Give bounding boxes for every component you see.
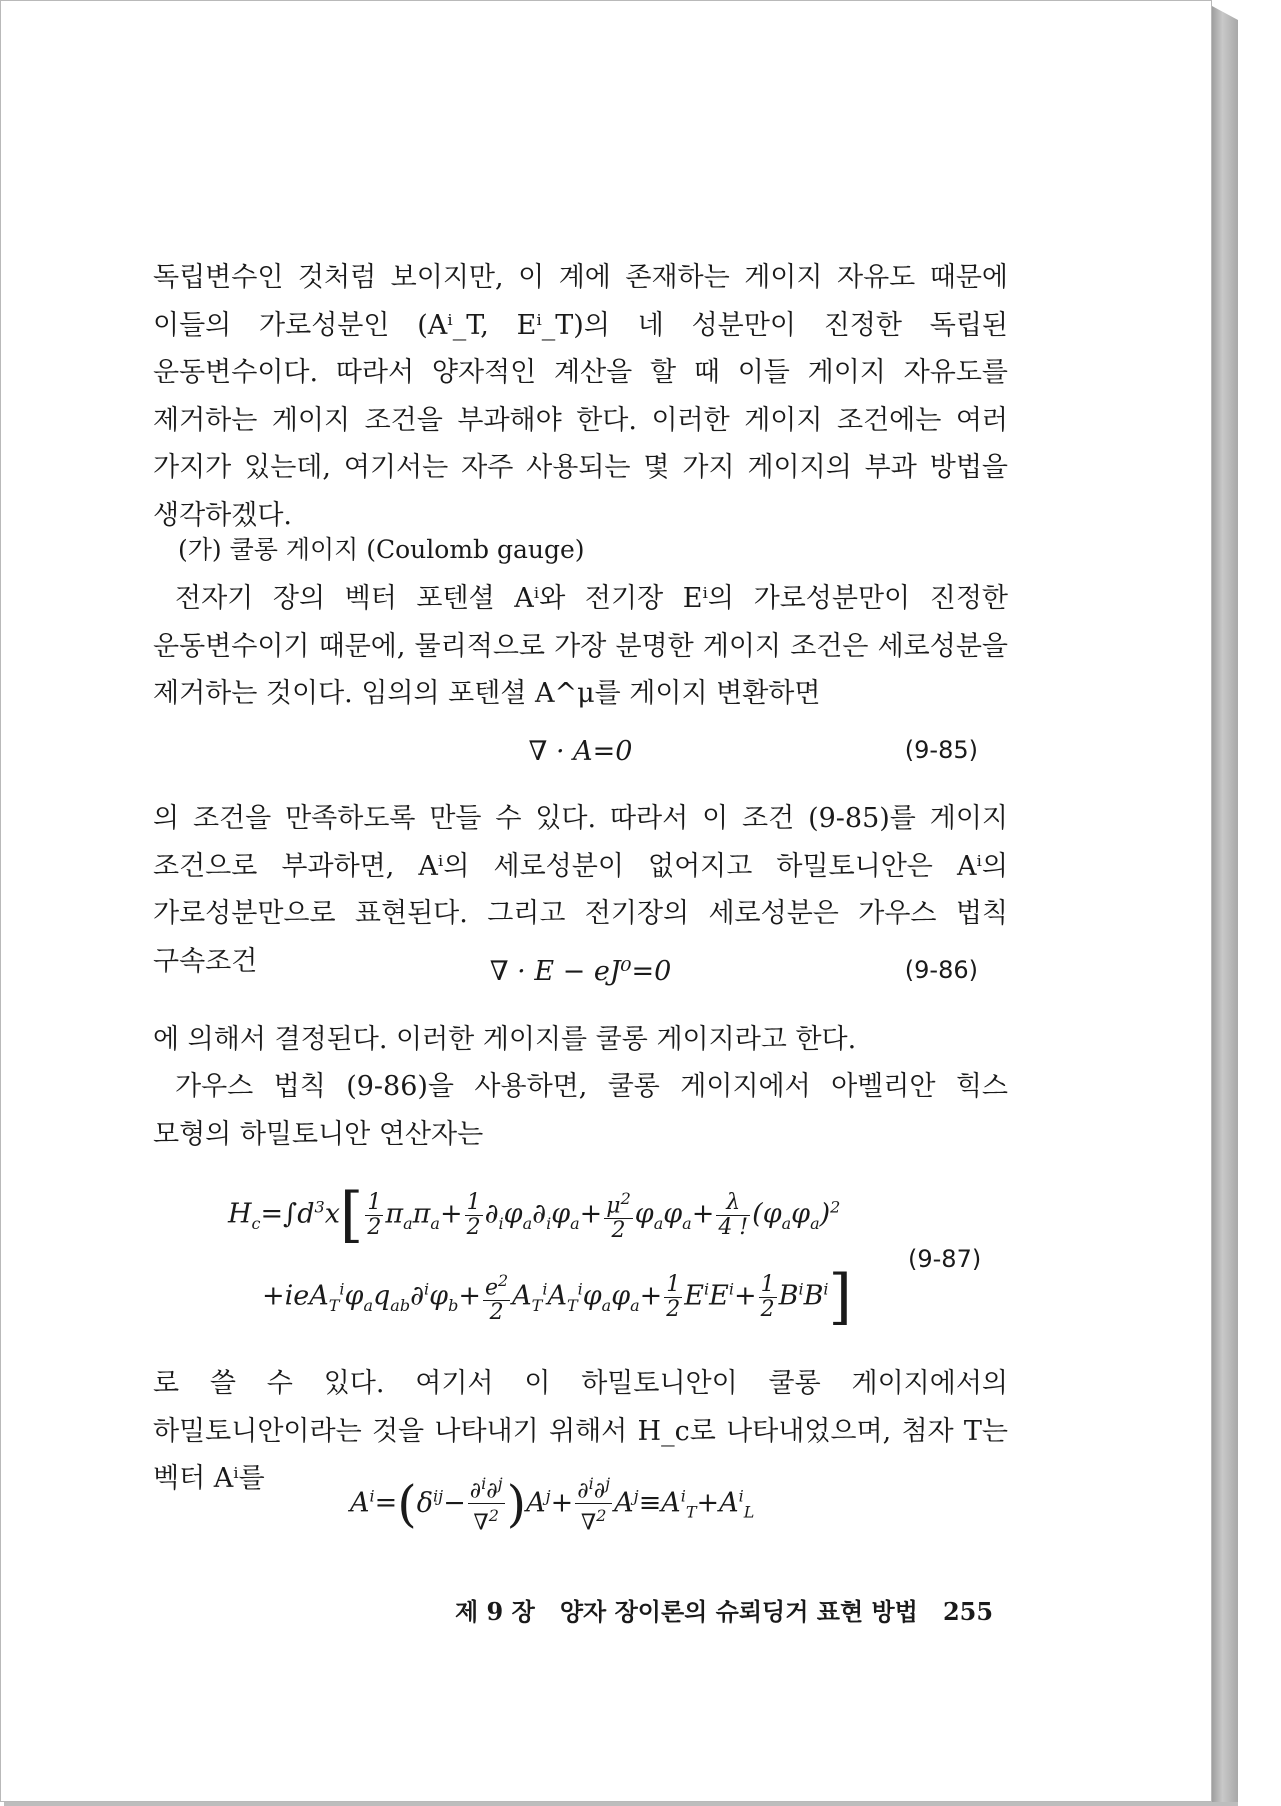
equation-9-87-line-1: $H_c=\int d^3x$[ $\frac{1}{2}$ $\pi_a\pi_a+$ $\frac{1}{2}$ $\partial_i\varphi_a\partial_i\varphi_a+$ $\frac{\mu^2}{2}$ $\varphi_a\varphi_a+$ $\frac{\lambda}{4 !}$ $(\varphi_a\varphi_a)^2$	[228, 1180, 841, 1250]
equation-9-86-number: (9-86)	[904, 956, 978, 984]
paragraph-1: 독립변수인 것처럼 보이지만, 이 계에 존재하는 게이지 자유도 때문에 이들의 가로성분인 (Aⁱ_T, Eⁱ_T)의 네 성분만이 진정한 독립된 운동변수이다. 따라서 양자적인 계산을 할 때 이들 게이지 자유도를 제거하는 게이지 조건을 부과해야 한다. 이러한 게이지 조건에는 여러 가지가 있는데, 여기서는 자주 사용되는 몇 가지 게이지의 부과 방법을 생각하겠다.	[153, 262, 1008, 531]
section-heading: (가) 쿨롱 게이지 (Coulomb gauge)	[178, 535, 585, 564]
paragraph-6: 로 쓸 수 있다. 여기서 이 하밀토니안이 쿨롱 게이지에서의 하밀토니안이라는 것을 나타내기 위해서 H_c로 나타내었으며, 첨자 T는 벡터 Aⁱ를	[153, 1368, 1008, 1494]
footer-title: 양자 장이론의 슈뢰딩거 표현 방법	[559, 1597, 918, 1626]
vector-decomposition-equation: $A^i=(\delta^{ij}-$ $\frac{\partial^i\partial^j}{\nabla^2}$ )$A^j+$ $\frac{\partial^i\partial^j}{\nabla^2}$ $A^j\equiv A^i_T+A^i_L$	[350, 1474, 755, 1536]
paragraph-2: 전자기 장의 벡터 포텐셜 Aⁱ와 전기장 Eⁱ의 가로성분만이 진정한 운동변수이기 때문에, 물리적으로 가장 분명한 게이지 조건은 세로성분을 제거하는 것이다. 임의의 포텐셜 A^μ를 게이지 변환하면	[153, 583, 1008, 709]
page-number: 255	[942, 1597, 994, 1626]
equation-9-86	[153, 956, 1008, 1002]
equation-9-87-line-2: $+ieA_T^i\varphi_aq_{ab}\partial^i\varphi_b+$ $\frac{e^2}{2}$ $A_T^iA_T^i\varphi_a\varphi_a+$ $\frac{1}{2}$ $E^iE^i+$ $\frac{1}{2}$ $B^iB^i$]	[262, 1262, 852, 1332]
paragraph-5: 가우스 법칙 (9-86)을 사용하면, 쿨롱 게이지에서 아벨리안 힉스 모형의 하밀토니안 연산자는	[153, 1071, 1008, 1150]
page-edge	[1212, 6, 1238, 1802]
page-shadow	[4, 1802, 1238, 1806]
page-footer	[455, 1592, 994, 1627]
equation-9-87-number: (9-87)	[908, 1245, 982, 1273]
equation-9-86-formula: ∇ · E − eJ⁰=0	[489, 956, 672, 987]
equation-9-85	[153, 736, 1008, 782]
paragraph-4: 에 의해서 결정된다. 이러한 게이지를 쿨롱 게이지라고 한다.	[153, 1024, 857, 1055]
equation-9-85-number: (9-85)	[904, 736, 978, 764]
equation-9-85-formula: ∇ · A=0	[528, 736, 633, 767]
paragraph-3: 의 조건을 만족하도록 만들 수 있다. 따라서 이 조건 (9-85)를 게이지 조건으로 부과하면, Aⁱ의 세로성분이 없어지고 하밀토니안은 Aⁱ의 가로성분만으로 표현된다. 그리고 전기장의 세로성분은 가우스 법칙 구속조건	[153, 803, 1008, 977]
footer-chapter: 제 9 장	[455, 1597, 535, 1626]
